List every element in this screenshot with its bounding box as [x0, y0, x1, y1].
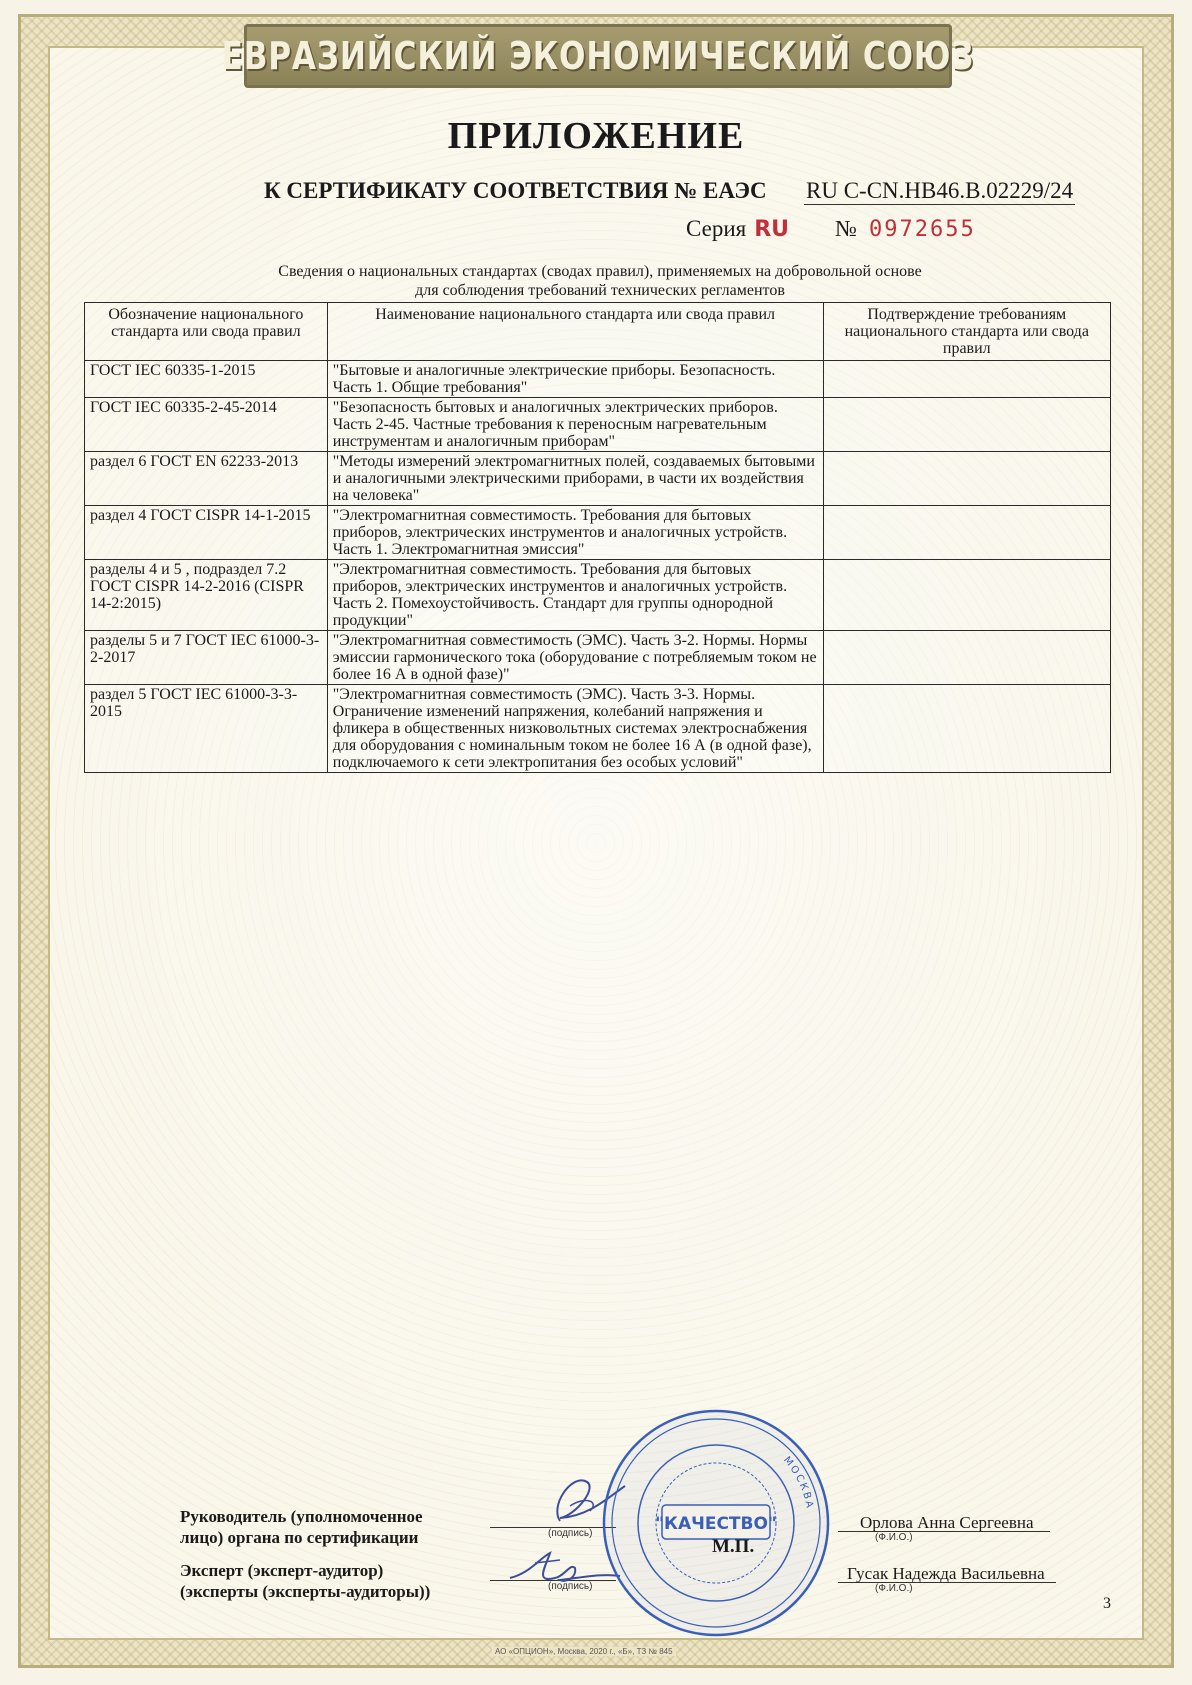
head-signature-caption: (подпись) [548, 1528, 593, 1539]
cell-confirmation [823, 452, 1110, 506]
series-label: Серия [686, 216, 747, 241]
table-row [85, 398, 1111, 452]
table-row [85, 631, 1111, 685]
series-row [686, 216, 976, 242]
cell-designation: раздел 5 ГОСТ IEC 61000-3-3-2015 [85, 685, 328, 773]
number-label: № [835, 216, 857, 241]
stamp-place-label: М.П. [712, 1536, 755, 1557]
cell-standard-name: "Электромагнитная совместимость. Требования для бытовых приборов, электрических инструментов и аналогичных устройств. Часть 2. Помехоустойчивость. Стандарт для группы однородной продукции" [327, 560, 823, 631]
expert-label-line-2: (эксперты (эксперты-аудиторы)) [180, 1582, 431, 1601]
table-row [85, 685, 1111, 773]
intro-line-1: Сведения о национальных стандартах (сводах правил), применяемых на добровольной основе [278, 263, 922, 280]
stamp-center-text: "КАЧЕСТВО" [655, 1514, 777, 1534]
union-banner [221, 24, 975, 88]
page-number: 3 [1103, 1595, 1111, 1612]
standards-table [84, 302, 1111, 773]
series-value: RU [754, 217, 790, 242]
cell-designation: разделы 4 и 5 , подраздел 7.2 ГОСТ CISPR 14-2-2016 (CISPR 14-2:2015) [85, 560, 328, 631]
cell-confirmation [823, 361, 1110, 398]
table-row [85, 506, 1111, 560]
cell-standard-name: "Электромагнитная совместимость (ЭМС). Часть 3-3. Нормы. Ограничение изменений напряжения, колебаний напряжения и фликера в общественных низковольтных системах электроснабжения для оборудования с номинальным током не более 16 А (в одной фазе), подключаемого к сети электропитания без особых условий" [327, 685, 823, 773]
cell-standard-name: "Безопасность бытовых и аналогичных электрических приборов. Часть 2-45. Частные требования к переносным нагревательным инструментам и аналогичным приборам" [327, 398, 823, 452]
expert-signature-label [180, 1560, 430, 1602]
certification-body-stamp [598, 1405, 834, 1641]
printer-footer: АО «ОПЦИОН», Москва, 2020 г., «Б», ТЗ № 845 [492, 1647, 676, 1656]
table-row [85, 361, 1111, 398]
table-row [85, 560, 1111, 631]
column-header-designation: Обозначение национального стандарта или свода правил [85, 303, 328, 361]
certificate-subtitle: К СЕРТИФИКАТУ СООТВЕТСТВИЯ № ЕАЭС [264, 178, 767, 203]
column-header-confirmation: Подтверждение требованиям национального стандарта или свода правил [823, 303, 1110, 361]
cell-confirmation [823, 631, 1110, 685]
head-label-line-2: лицо) органа по сертификации [180, 1528, 419, 1547]
table-row [85, 452, 1111, 506]
cell-standard-name: "Электромагнитная совместимость (ЭМС). Часть 3-2. Нормы. Нормы эмиссии гармонического тока (оборудование с потребляемым током не более 16 А в одной фазе)" [327, 631, 823, 685]
cell-designation: разделы 5 и 7 ГОСТ IEC 61000-3-2-2017 [85, 631, 328, 685]
head-fio-caption: (Ф.И.О.) [875, 1532, 913, 1543]
cell-standard-name: "Бытовые и аналогичные электрические приборы. Безопасность. Часть 1. Общие требования" [327, 361, 823, 398]
cell-designation: раздел 6 ГОСТ EN 62233-2013 [85, 452, 328, 506]
cell-confirmation [823, 685, 1110, 773]
expert-name: Гусак Надежда Васильевна [847, 1564, 1045, 1583]
cell-standard-name: "Методы измерений электромагнитных полей, создаваемых бытовыми и аналогичными электрическими приборами, в части их воздействия на человека" [327, 452, 823, 506]
expert-fio-caption: (Ф.И.О.) [875, 1583, 913, 1594]
certificate-number: RU C-CN.HB46.B.02229/24 [806, 178, 1074, 203]
head-signature-label [180, 1506, 423, 1548]
stamp-city: МОСКВА [780, 1454, 816, 1511]
column-header-name: Наименование национального стандарта или свода правил [327, 303, 823, 361]
intro-text [200, 262, 1000, 300]
cell-standard-name: "Электромагнитная совместимость. Требования для бытовых приборов, электрических инструментов и аналогичных устройств. Часть 1. Электромагнитная эмиссия" [327, 506, 823, 560]
cell-designation: ГОСТ IEC 60335-1-2015 [85, 361, 328, 398]
banner-text: ЕВРАЗИЙСКИЙ ЭКОНОМИЧЕСКИЙ СОЮЗ [221, 34, 975, 78]
expert-label-line-1: Эксперт (эксперт-аудитор) [180, 1561, 384, 1580]
intro-line-2: для соблюдения требований технических регламентов [415, 282, 785, 299]
expert-signature-caption: (подпись) [548, 1581, 593, 1592]
page-title: ПРИЛОЖЕНИЕ [447, 115, 745, 157]
cell-confirmation [823, 398, 1110, 452]
table-header-row [85, 303, 1111, 361]
head-label-line-1: Руководитель (уполномоченное [180, 1507, 423, 1526]
cell-designation: раздел 4 ГОСТ CISPR 14-1-2015 [85, 506, 328, 560]
head-name: Орлова Анна Сергеевна [860, 1513, 1034, 1532]
cell-confirmation [823, 506, 1110, 560]
series-number: 0972655 [868, 217, 976, 242]
cell-confirmation [823, 560, 1110, 631]
cell-designation: ГОСТ IEC 60335-2-45-2014 [85, 398, 328, 452]
